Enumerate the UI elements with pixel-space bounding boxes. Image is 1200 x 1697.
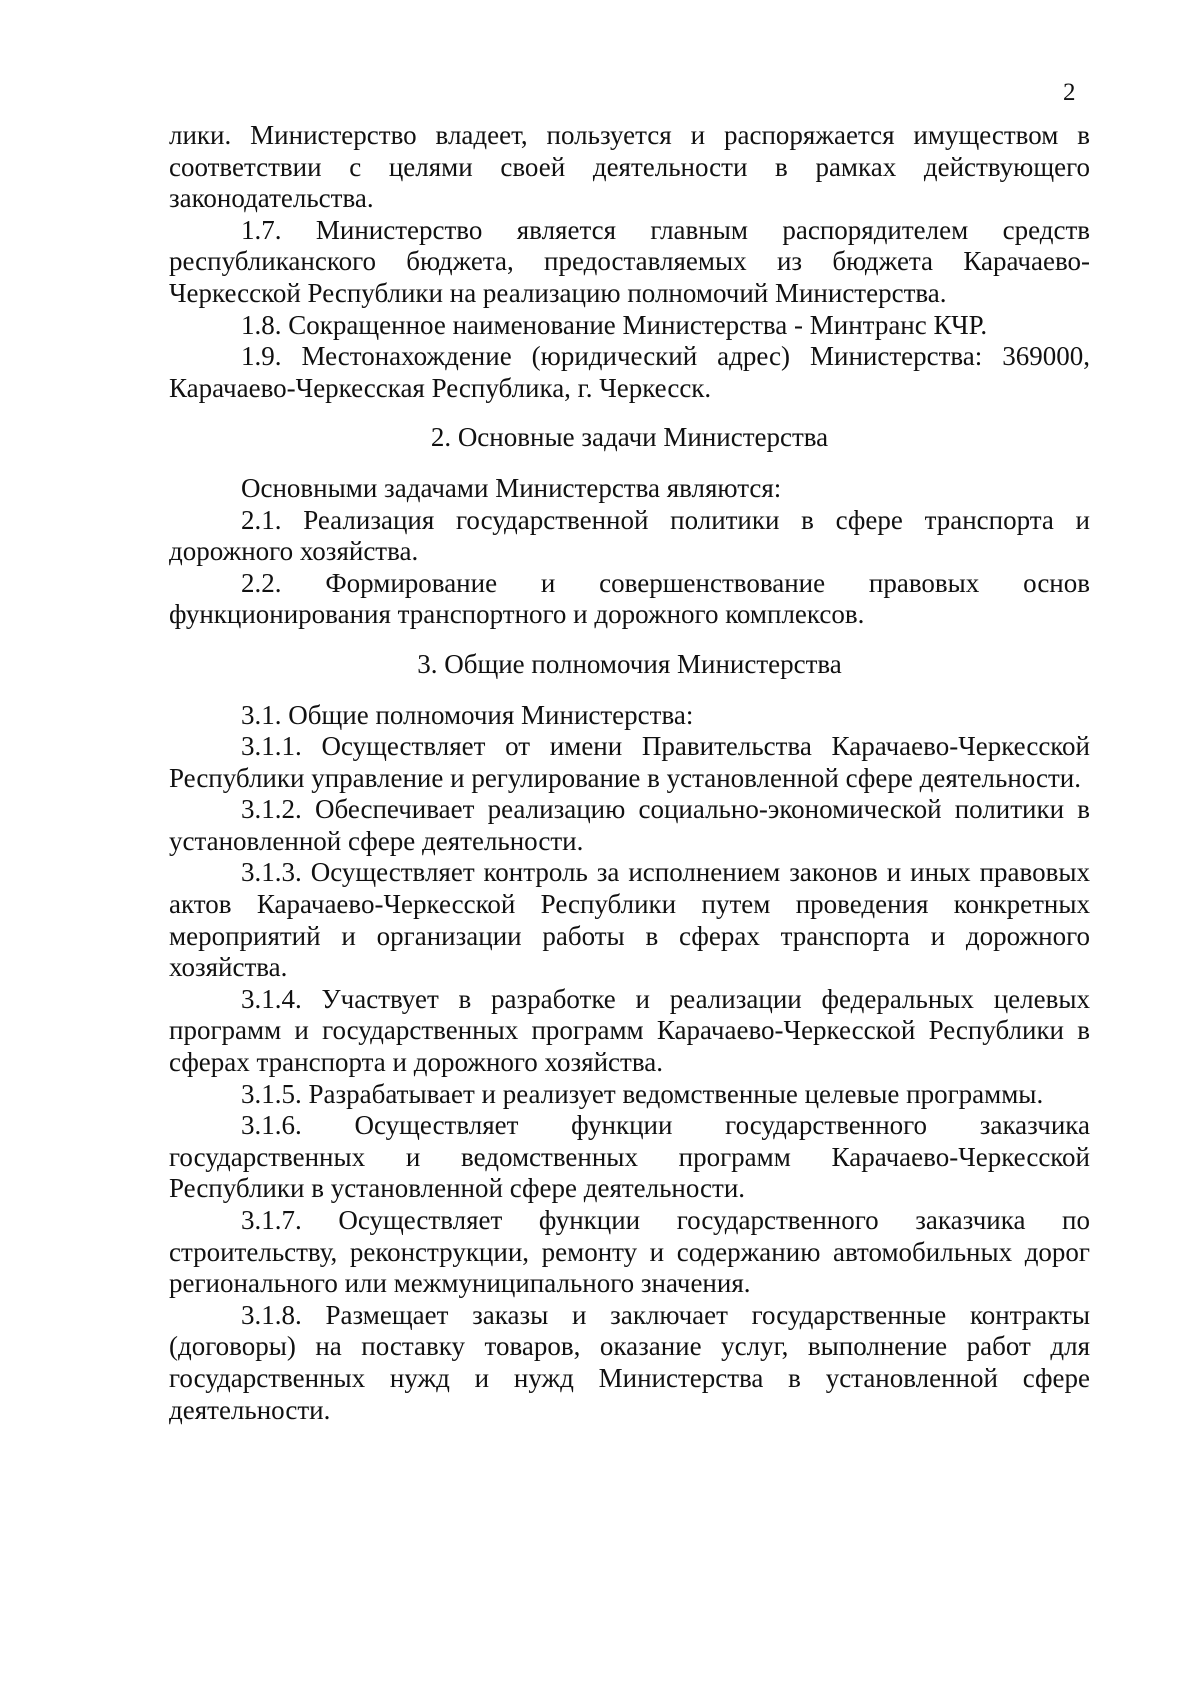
page-number: 2	[1063, 79, 1076, 106]
section-heading-2: 2. Основные задачи Министерства	[430, 422, 829, 453]
paragraph-2-2: 2.2. Формирование и совершенствование правовых основ функционирования транспортного и дорожного комплексов.	[169, 567, 1090, 630]
paragraph-3-1: 3.1. Общие полномочия Министерства:	[241, 699, 694, 730]
paragraph-3-1-2: 3.1.2. Обеспечивает реализацию социально-экономической политики в установленной сфере деятельности.	[169, 794, 1090, 856]
paragraph-2-1: 2.1. Реализация государственной политики в сфере транспорта и дорожного хозяйства.	[169, 504, 1090, 567]
paragraph-3-1-6: 3.1.6. Осуществляет функции государственного заказчика государственных и ведомственных программ Карачаево-Черкесской Республики в установленной сфере деятельности.	[169, 1110, 1090, 1204]
document-body	[169, 120, 1090, 1426]
paragraph-1-8: 1.8. Сокращенное наименование Министерства - Минтранс КЧР.	[241, 309, 988, 340]
paragraph-3-1-7: 3.1.7. Осуществляет функции государственного заказчика по строительству, реконструкции, ремонту и содержанию автомобильных дорог регионального или межмуниципального значения.	[169, 1205, 1090, 1299]
paragraph-1-7: 1.7. Министерство является главным распорядителем средств республиканского бюджета, предоставляемых из бюджета Карачаево-Черкесской Республики на реализацию полномочий Министерства.	[169, 214, 1090, 308]
paragraph-3-1-5: 3.1.5. Разрабатывает и реализует ведомственные целевые программы.	[241, 1078, 1044, 1109]
paragraph-3-1-1: 3.1.1. Осуществляет от имени Правительства Карачаево-Черкесской Республики управление и регулирование в установленной сфере деятельности.	[169, 731, 1090, 793]
paragraph-1-6-continuation: лики. Министерство владеет, пользуется и распоряжается имуществом в соответствии с целями своей деятельности в рамках действующего законодательства.	[169, 120, 1090, 214]
section-heading-3: 3. Общие полномочия Министерства	[417, 648, 842, 679]
paragraph-3-1-8: 3.1.8. Размещает заказы и заключает государственные контракты (договоры) на поставку товаров, оказание услуг, выполнение работ для государственных нужд и нужд Министерства в установленной сфере деятельности.	[169, 1299, 1090, 1425]
paragraph-3-1-3: 3.1.3. Осуществляет контроль за исполнением законов и иных правовых актов Карачаево-Черкесской Республики путем проведения конкретных мероприятий и организации работы в сферах транспорта и дорожного хозяйства.	[169, 857, 1090, 983]
paragraph-1-9: 1.9. Местонахождение (юридический адрес) Министерства: 369000, Карачаево-Черкесская Республика, г. Черкесск.	[169, 341, 1090, 403]
paragraph-3-1-4: 3.1.4. Участвует в разработке и реализации федеральных целевых программ и государственных программ Карачаево-Черкесской Республики в сферах транспорта и дорожного хозяйства.	[169, 983, 1090, 1078]
paragraph-2-intro: Основными задачами Министерства являются:	[241, 472, 782, 503]
